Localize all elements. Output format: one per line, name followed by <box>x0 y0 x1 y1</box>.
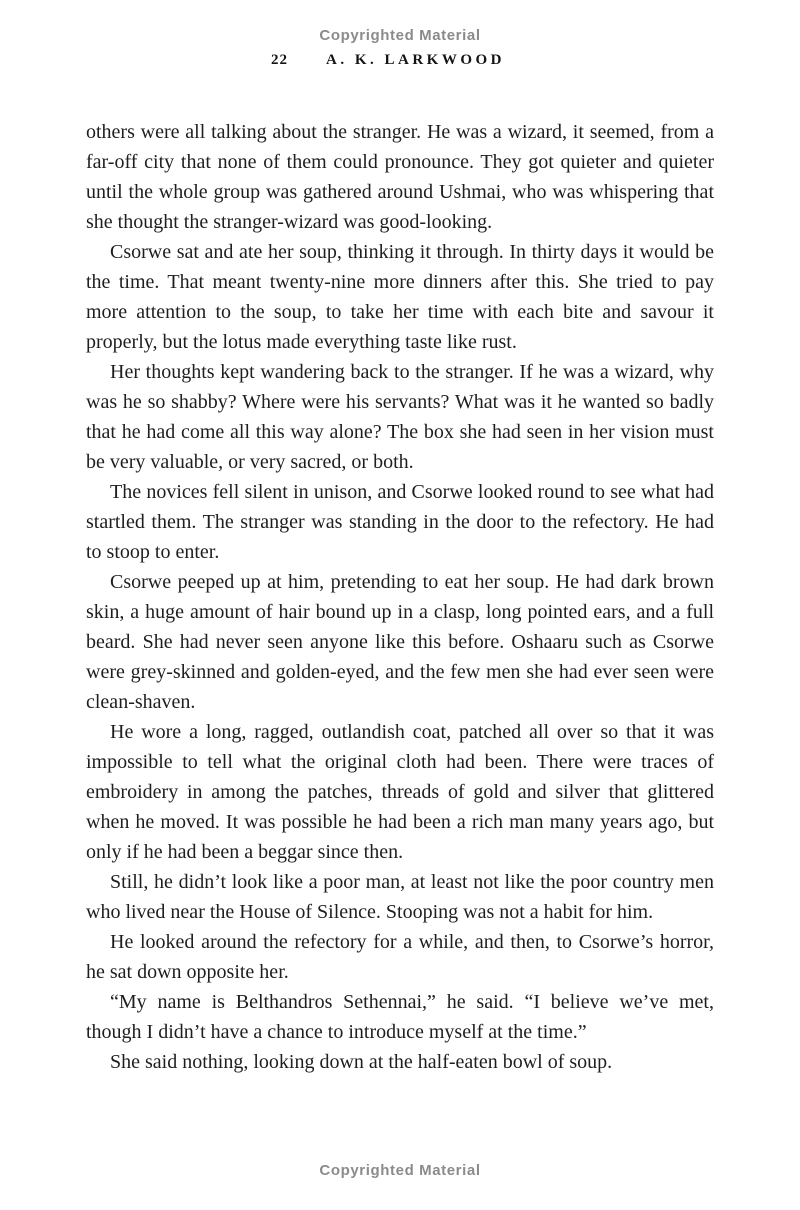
page-header <box>0 52 788 69</box>
paragraph: Still, he didn’t look like a poor man, at least not like the poor country men who lived near the House of Silence. Stooping was not a habit for him. <box>86 871 714 923</box>
paragraph: Csorwe peeped up at him, pretending to eat her soup. He had dark brown skin, a huge amount of hair bound up in a clasp, long pointed ears, and a full beard. She had never seen anyone like this before. Oshaaru such as Csorwe were grey-skinned and golden-eyed, and the few men she had ever seen were clean-shaven. <box>86 571 714 713</box>
paragraph: He looked around the refectory for a while, and then, to Csorwe’s horror, he sat down opposite her. <box>86 931 714 983</box>
body-text <box>86 117 714 1077</box>
page-number: 22 <box>270 52 288 68</box>
copyright-notice-bottom: Copyrighted Material <box>319 1162 481 1179</box>
paragraph: others were all talking about the stranger. He was a wizard, it seemed, from a far-off city that none of them could pronounce. They got quieter and quieter until the whole group was gathered around Ushmai, who was whispering that she thought the stranger-wizard was good-looking. <box>86 121 714 233</box>
paragraph: She said nothing, looking down at the half-eaten bowl of soup. <box>110 1051 613 1073</box>
copyright-notice-top: Copyrighted Material <box>319 27 481 44</box>
paragraph: “My name is Belthandros Sethennai,” he said. “I believe we’ve met, though I didn’t have a chance to introduce myself at the time.” <box>86 991 714 1043</box>
paragraph: Her thoughts kept wandering back to the stranger. If he was a wizard, why was he so shabby? Where were his servants? What was it he wanted so badly that he had come all this way alone? The box she had seen in her vision must be very valuable, or very sacred, or both. <box>86 361 714 473</box>
running-header-author: A. K. LARKWOOD <box>325 52 505 68</box>
paragraph: The novices fell silent in unison, and Csorwe looked round to see what had startled them. The stranger was standing in the door to the refectory. He had to stoop to enter. <box>86 481 714 563</box>
paragraph: He wore a long, ragged, outlandish coat, patched all over so that it was impossible to tell what the original cloth had been. There were traces of embroidery in among the patches, threads of gold and silver that glittered when he moved. It was possible he had been a rich man many years ago, but only if he had been a beggar since then. <box>86 721 714 863</box>
paragraph: Csorwe sat and ate her soup, thinking it through. In thirty days it would be the time. That meant twenty-nine more dinners after this. She tried to pay more attention to the soup, to take her time with each bite and savour it properly, but the lotus made everything taste like rust. <box>86 241 714 353</box>
